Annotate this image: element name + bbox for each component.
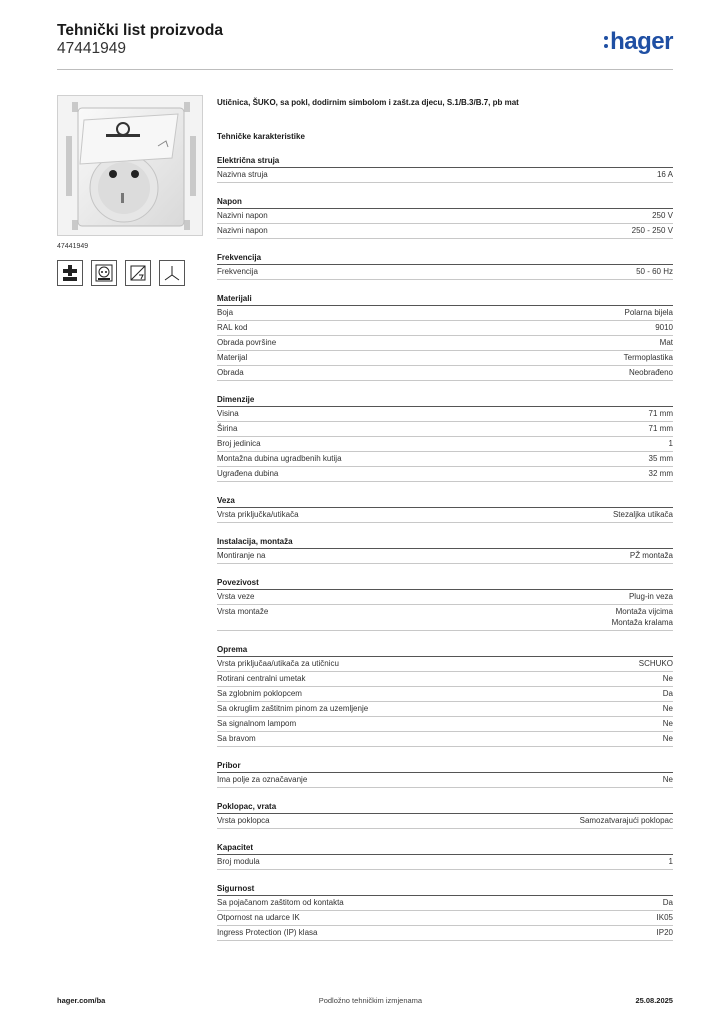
spec-value: [629, 368, 673, 379]
spec-value-line: 250 - 250 V: [631, 226, 673, 235]
product-description: Utičnica, ŠUKO, sa pokl, dodirnim simbolom i zašt.za djecu, S.1/B.3/B.7, pb mat: [217, 98, 519, 107]
section-title: Materijali: [217, 294, 252, 303]
spec-label: Materijal: [217, 353, 248, 362]
socket-lamp-icon: [91, 260, 117, 286]
spec-row: [217, 508, 673, 523]
spec-value-line: Ne: [662, 774, 673, 784]
spec-section: [217, 394, 673, 482]
spec-column: [217, 97, 673, 941]
spec-row: [217, 209, 673, 224]
spec-row: [217, 814, 673, 829]
spec-label: Vrsta priključaa/utikača za utičnicu: [217, 658, 339, 668]
page-title: Tehnički list proizvoda: [57, 22, 223, 39]
product-image: [57, 95, 203, 236]
spec-value-line: Ne: [662, 733, 673, 743]
spec-row: [217, 321, 673, 336]
spec-label: Ima polje za označavanje: [217, 774, 308, 784]
spec-row: [217, 911, 673, 926]
spec-label: Vrsta montaže: [217, 607, 269, 616]
spec-row: [217, 896, 673, 911]
spec-value-line: 1: [668, 856, 673, 866]
spec-row: [217, 437, 673, 452]
footer-note: Podložno tehničkim izmjenama: [318, 996, 423, 1005]
spec-section: [217, 760, 673, 788]
spec-row: [217, 926, 673, 941]
spec-row: [217, 265, 673, 280]
image-caption: 47441949: [57, 243, 89, 250]
spec-label: Nazivni napon: [217, 211, 268, 220]
spec-value: [663, 719, 673, 730]
spec-value: [613, 510, 673, 521]
spec-row: [217, 306, 673, 321]
child-protection-icon: [57, 260, 83, 286]
spec-label: Sa zglobnim poklopcem: [217, 688, 302, 698]
spec-value-line: 71 mm: [648, 424, 673, 433]
spec-value-line: Plug-in veza: [628, 592, 673, 601]
section-title: Kapacitet: [217, 842, 254, 852]
spec-value-line: Samozatvarajući poklopac: [579, 815, 673, 825]
spec-label: Visina: [217, 409, 239, 418]
spec-label: Ugrađena dubina: [217, 469, 279, 478]
spec-value: [625, 308, 673, 319]
spec-value: [660, 338, 673, 349]
spec-value-line: Ne: [662, 703, 673, 713]
feature-icons: [57, 260, 203, 286]
product-visual-column: [57, 95, 203, 286]
spec-sections: [217, 155, 673, 941]
spec-label: Ingress Protection (IP) klasa: [217, 927, 318, 937]
spec-value: [657, 928, 673, 939]
spec-value-line: Ne: [662, 673, 673, 683]
spec-label: Montažna dubina ugradbenih kutija: [217, 454, 342, 463]
spec-value-line: Stezaljka utikača: [612, 510, 673, 519]
spec-value-line: PŽ montaža: [629, 551, 673, 560]
spec-value: [663, 704, 673, 715]
tech-specs-heading: Tehničke karakteristike: [217, 132, 305, 141]
spec-row: [217, 657, 673, 672]
section-title: Oprema: [217, 644, 248, 654]
spec-row: [217, 422, 673, 437]
spec-row: [217, 366, 673, 381]
spec-row: [217, 407, 673, 422]
spec-value: [663, 898, 673, 909]
spec-value-line: 50 - 60 Hz: [636, 267, 673, 276]
spec-section: [217, 644, 673, 747]
spec-value: [663, 674, 673, 685]
spec-value: [663, 734, 673, 745]
section-title: Poklopac, vrata: [217, 801, 277, 811]
product-number: 47441949: [57, 40, 126, 57]
spec-value-line: 9010: [655, 323, 673, 332]
spec-value: [649, 409, 673, 420]
spec-label: Boja: [217, 308, 234, 317]
spec-value: [663, 689, 673, 700]
spec-value: [669, 857, 673, 868]
spec-value: [624, 353, 673, 364]
section-title: Napon: [217, 197, 242, 206]
spec-value: [632, 226, 673, 237]
spec-row: [217, 590, 673, 605]
section-title: Frekvencija: [217, 253, 262, 262]
spec-value: [629, 592, 673, 603]
spec-section: [217, 536, 673, 564]
spec-value-line: 1: [668, 439, 673, 448]
section-title: Električna struja: [217, 156, 280, 165]
spec-label: Nazivna struja: [217, 170, 268, 179]
spec-value-line: SCHUKO: [638, 658, 673, 668]
spec-row: [217, 605, 673, 631]
spec-label: Vrsta priključka/utikača: [217, 510, 299, 519]
footer-website: hager.com/ba: [57, 996, 106, 1005]
spec-label: Otpornost na udarce IK: [217, 912, 300, 922]
spec-label: Rotirani centralni umetak: [217, 673, 306, 683]
spec-row: [217, 452, 673, 467]
spec-value: [649, 424, 673, 435]
spec-section: [217, 252, 673, 280]
spec-label: Frekvencija: [217, 267, 258, 276]
spec-value: [669, 439, 673, 450]
spec-label: Sa bravom: [217, 733, 256, 743]
spec-row: [217, 336, 673, 351]
spec-label: Obrada: [217, 368, 244, 377]
spec-label: Obrada površine: [217, 338, 277, 347]
spec-row: [217, 672, 673, 687]
page-header: [57, 22, 673, 70]
spec-value-line: IP20: [656, 927, 673, 937]
spec-label: Montiranje na: [217, 551, 266, 560]
spec-section: [217, 155, 673, 183]
spec-value: [580, 816, 673, 827]
spec-label: Sa pojačanom zaštitom od kontakta: [217, 897, 344, 907]
section-title: Povezivost: [217, 578, 259, 587]
earthing-icon: [159, 260, 185, 286]
page-footer: [57, 996, 673, 1005]
spec-value-line: 35 mm: [648, 454, 673, 463]
spec-row: [217, 702, 673, 717]
section-title: Dimenzije: [217, 395, 255, 404]
spec-value: [612, 607, 673, 628]
spec-value-line: Mat: [659, 338, 673, 347]
spec-value: [639, 659, 673, 670]
spec-value: [657, 170, 673, 181]
spec-section: [217, 577, 673, 631]
spec-row: [217, 168, 673, 183]
spec-row: [217, 773, 673, 788]
spec-value-line: IK05: [656, 912, 673, 922]
spec-row: [217, 224, 673, 239]
spec-label: Širina: [217, 424, 238, 433]
spec-value-line: Da: [662, 688, 673, 698]
spec-section: [217, 883, 673, 941]
spec-label: Vrsta poklopca: [217, 815, 270, 825]
section-title: Pribor: [217, 760, 241, 770]
spec-row: [217, 717, 673, 732]
spec-value: [630, 551, 673, 562]
spec-value-line: Polarna bijela: [624, 308, 673, 317]
spec-label: Sa okruglim zaštitnim pinom za uzemljenje: [217, 703, 369, 713]
spec-section: [217, 801, 673, 829]
spec-value: [657, 913, 673, 924]
spec-label: Vrsta veze: [217, 592, 255, 601]
spec-row: [217, 351, 673, 366]
spec-value-line: Neobrađeno: [628, 368, 673, 377]
section-title: Sigurnost: [217, 883, 255, 893]
spec-value: [655, 323, 673, 334]
spec-value-line: 71 mm: [648, 409, 673, 418]
spec-row: [217, 732, 673, 747]
spec-section: [217, 842, 673, 870]
spec-section: [217, 495, 673, 523]
section-title: Veza: [217, 496, 235, 505]
spec-value-line: Ne: [662, 718, 673, 728]
spec-label: Broj modula: [217, 856, 260, 866]
spec-value: [636, 267, 673, 278]
spec-value-line: Montaža kralama: [611, 617, 673, 627]
spec-value: [649, 469, 673, 480]
footer-date: 25.08.2025: [635, 996, 673, 1005]
spec-label: RAL kod: [217, 323, 248, 332]
hager-logo: hager: [604, 28, 673, 56]
spec-value-line: 250 V: [652, 211, 673, 220]
spec-value-line: 32 mm: [648, 469, 673, 478]
spec-value: [649, 454, 673, 465]
spec-value-line: 16 A: [656, 170, 673, 179]
spec-row: [217, 855, 673, 870]
hinged-cover-icon: [125, 260, 151, 286]
spec-value-line: Da: [662, 897, 673, 907]
spec-section: [217, 196, 673, 239]
spec-value: [652, 211, 673, 222]
spec-row: [217, 467, 673, 482]
spec-row: [217, 549, 673, 564]
spec-row: [217, 687, 673, 702]
spec-value: [663, 775, 673, 786]
spec-label: Nazivni napon: [217, 226, 268, 235]
spec-label: Broj jedinica: [217, 439, 261, 448]
spec-value-line: Montaža vijcima: [615, 607, 673, 616]
spec-label: Sa signalnom lampom: [217, 718, 297, 728]
section-title: Instalacija, montaža: [217, 537, 293, 546]
spec-section: [217, 293, 673, 381]
header-divider: [57, 69, 673, 70]
spec-value-line: Termoplastika: [623, 353, 673, 362]
